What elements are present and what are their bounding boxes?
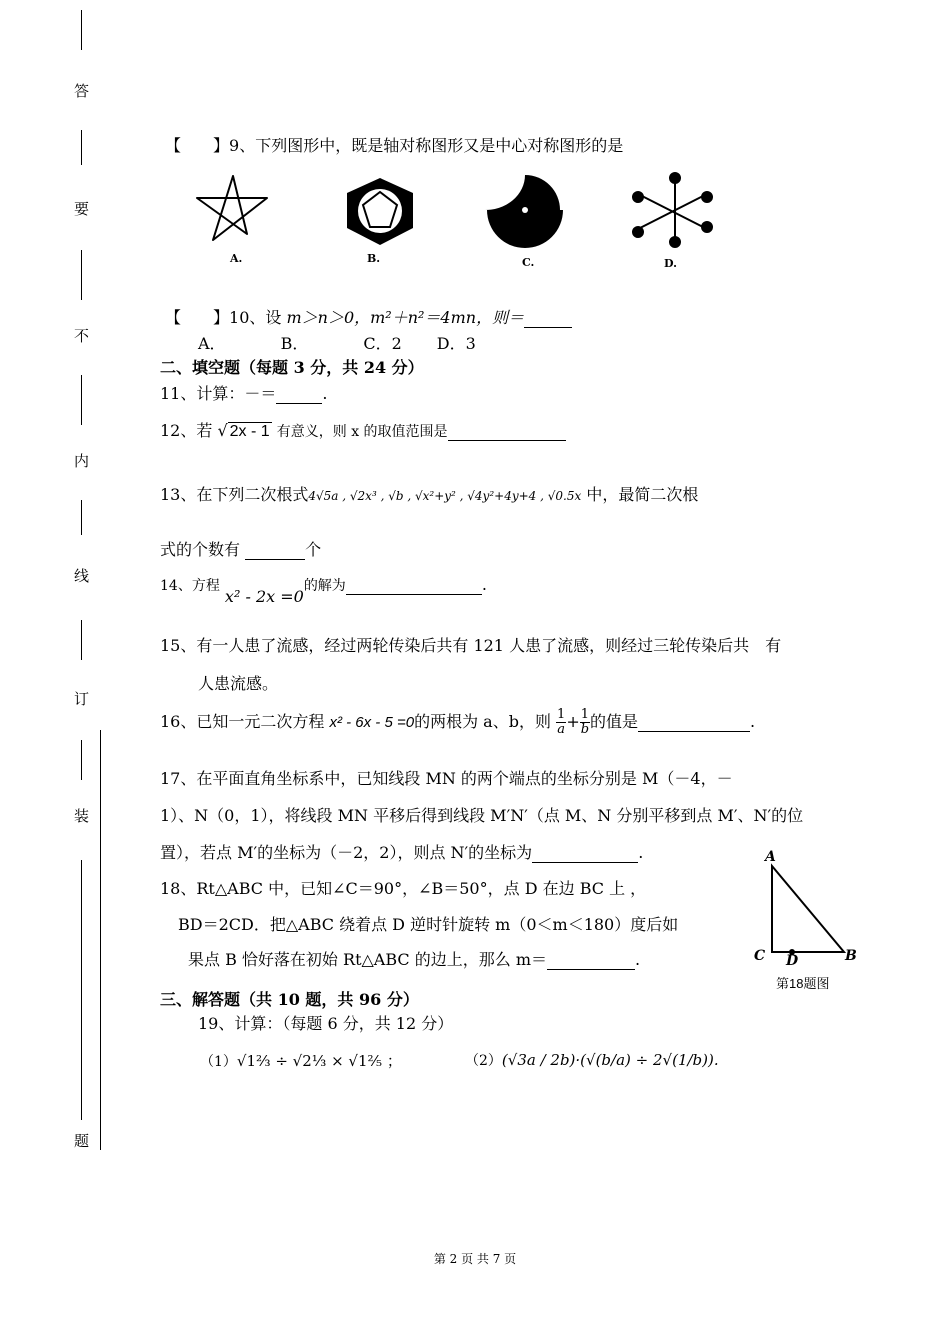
q10-options xyxy=(198,331,476,354)
question-text: 有 xyxy=(765,636,782,655)
margin-char: 答 xyxy=(74,82,90,100)
question-13 xyxy=(160,482,698,505)
fraction: $\frac{1}{a}$ xyxy=(557,707,566,737)
answer-blank[interactable] xyxy=(524,308,572,328)
question-end: . xyxy=(750,712,756,731)
question-16 xyxy=(160,708,755,737)
question-9 xyxy=(165,133,623,156)
question-18: 18、Rt△ABC 中，已知∠C＝90°，∠B＝50°，点 D 在边 BC 上 ， xyxy=(160,879,647,898)
question-11 xyxy=(160,381,327,404)
question-end: . xyxy=(322,384,328,403)
figure-pinwheel xyxy=(483,175,563,248)
answer-bracket[interactable]: 【 】 xyxy=(165,308,230,327)
question-19: 19、计算：（每题 6 分，共 12 分） xyxy=(198,1014,454,1033)
question-text: 的两根为 a、b，则 xyxy=(414,712,551,731)
answer-blank[interactable] xyxy=(245,540,305,560)
question-15-line2: 人患流感。 xyxy=(198,674,279,693)
question-text: 式的个数有 xyxy=(160,540,246,559)
figure-label: B. xyxy=(367,252,381,265)
plus-sign: + xyxy=(566,712,580,731)
radical-list: 4√5a , √2x³ , √b , √x²+y² , √4y²+4y+4 , √0.5x xyxy=(308,489,582,503)
section-2-heading: 二、填空题（每题 3 分，共 24 分） xyxy=(160,358,424,377)
answer-blank[interactable] xyxy=(547,950,635,970)
margin-char: 线 xyxy=(74,567,90,585)
margin-dash xyxy=(81,860,82,1120)
question-text: 置），若点 M′的坐标为（－2，2），则点 N′的坐标为 xyxy=(160,843,533,862)
part-label: （1） xyxy=(200,1054,237,1070)
question-17-line2: 1）、N（0，1），将线段 MN 平移后得到线段 M′N′（点 M、N 分别平移到点 M′、N′的位 xyxy=(160,806,804,825)
margin-dash xyxy=(81,130,82,165)
vertex-label-c: C xyxy=(754,948,766,964)
q9-figures xyxy=(185,170,725,270)
margin-dash xyxy=(81,740,82,780)
margin-char: 题 xyxy=(74,1132,90,1150)
section-3-heading: 三、解答题（共 10 题，共 96 分） xyxy=(160,990,419,1009)
option-a[interactable]: A． xyxy=(198,334,226,353)
figure-star xyxy=(197,176,267,240)
question-text: 16、已知一元二次方程 xyxy=(160,712,325,731)
answer-blank[interactable] xyxy=(276,384,322,404)
question-18-line3 xyxy=(188,947,640,970)
margin-dash xyxy=(81,500,82,535)
expression: (√3a / 2b)·(√(b/a) ÷ 2√(1/b)). xyxy=(501,1051,719,1069)
margin-char: 装 xyxy=(74,807,90,825)
question-end: . xyxy=(635,950,641,969)
question-text: 15、有一人患了流感，经过两轮传染后共有 121 人患了流感，则经过三轮传染后共 xyxy=(160,636,750,655)
equation: x² - 2x =0 xyxy=(224,587,304,606)
margin-char: 不 xyxy=(74,327,90,345)
question-text: 有意义，则 x 的取值范围是 xyxy=(276,424,448,440)
margin-char: 要 xyxy=(74,200,90,218)
margin-dash xyxy=(81,375,82,425)
equation: x² - 6x - 5 =0 xyxy=(329,714,415,731)
question-text: 9、下列图形中，既是轴对称图形又是中心对称图形的是 xyxy=(229,136,624,155)
question-10 xyxy=(165,305,572,328)
figure-caption: 第18题图 xyxy=(776,976,830,991)
expression: √1⅔ ÷ √2⅓ × √1⅖ ； xyxy=(236,1052,402,1070)
question-12: 12、若 √ 2x - 1 有意义，则 x 的取值范围是 xyxy=(160,418,566,441)
question-17: 17、在平面直角坐标系中，已知线段 MN 的两个端点的坐标分别是 M（－4，－ xyxy=(160,769,733,788)
page-footer: 第 2 页 共 7 页 xyxy=(433,1252,517,1266)
question-text: 11、计算：－＝ xyxy=(160,384,277,403)
question-text: 12、若 xyxy=(160,421,213,440)
question-condition: m＞n＞0，m²＋n²＝4mn，则＝ xyxy=(286,308,525,327)
question-19-part-2 xyxy=(465,1050,719,1070)
option-c[interactable]: C．2 xyxy=(363,334,402,353)
margin-dash xyxy=(81,250,82,300)
margin-dash xyxy=(81,620,82,660)
answer-blank[interactable] xyxy=(532,843,638,863)
margin-char: 订 xyxy=(74,690,90,708)
question-19-part-1 xyxy=(200,1050,402,1071)
option-d[interactable]: D．3 xyxy=(436,334,476,353)
question-end: . xyxy=(481,575,487,594)
radicand: 2x - 1 xyxy=(229,423,270,440)
vertex-label-a: A xyxy=(765,849,776,865)
question-13-line2 xyxy=(160,537,321,560)
figure-label: D. xyxy=(664,257,677,270)
margin-dash xyxy=(81,10,82,50)
option-b[interactable]: B． xyxy=(280,334,309,353)
margin-char: 内 xyxy=(74,452,90,470)
question-text: 个 xyxy=(305,540,322,559)
answer-blank[interactable] xyxy=(346,575,482,595)
question-text: 中，最简二次根 xyxy=(586,485,699,504)
answer-blank[interactable] xyxy=(448,421,566,441)
answer-blank[interactable] xyxy=(638,712,750,732)
part-label: （2） xyxy=(465,1053,502,1069)
question-text: 的值是 xyxy=(590,712,639,731)
question-text: 13、在下列二次根式 xyxy=(160,485,309,504)
question-end: . xyxy=(638,843,644,862)
figure-hexagon xyxy=(347,178,413,245)
question-17-line3 xyxy=(160,840,643,863)
question-text: 果点 B 恰好落在初始 Rt△ABC 的边上，那么 m＝ xyxy=(188,950,547,969)
question-15 xyxy=(160,633,781,656)
question-text: 14、方程 xyxy=(160,578,220,594)
answer-bracket[interactable]: 【 】 xyxy=(165,136,230,155)
fraction: $\frac{1}{b}$ xyxy=(580,707,590,737)
question-18-line2: BD＝2CD．把△ABC 绕着点 D 逆时针旋转 m（0＜m＜180）度后如 xyxy=(178,915,679,934)
vertex-label-d: D xyxy=(786,953,799,969)
vertex-label-b: B xyxy=(845,948,857,964)
margin-dash xyxy=(100,730,101,1150)
figure-label: A. xyxy=(230,252,243,265)
figure-snowflake xyxy=(633,173,712,247)
question-text: 10、设 xyxy=(229,308,287,327)
figure-label: C. xyxy=(522,256,535,269)
question-14 xyxy=(160,575,487,606)
question-text: 的解为 xyxy=(303,578,346,594)
